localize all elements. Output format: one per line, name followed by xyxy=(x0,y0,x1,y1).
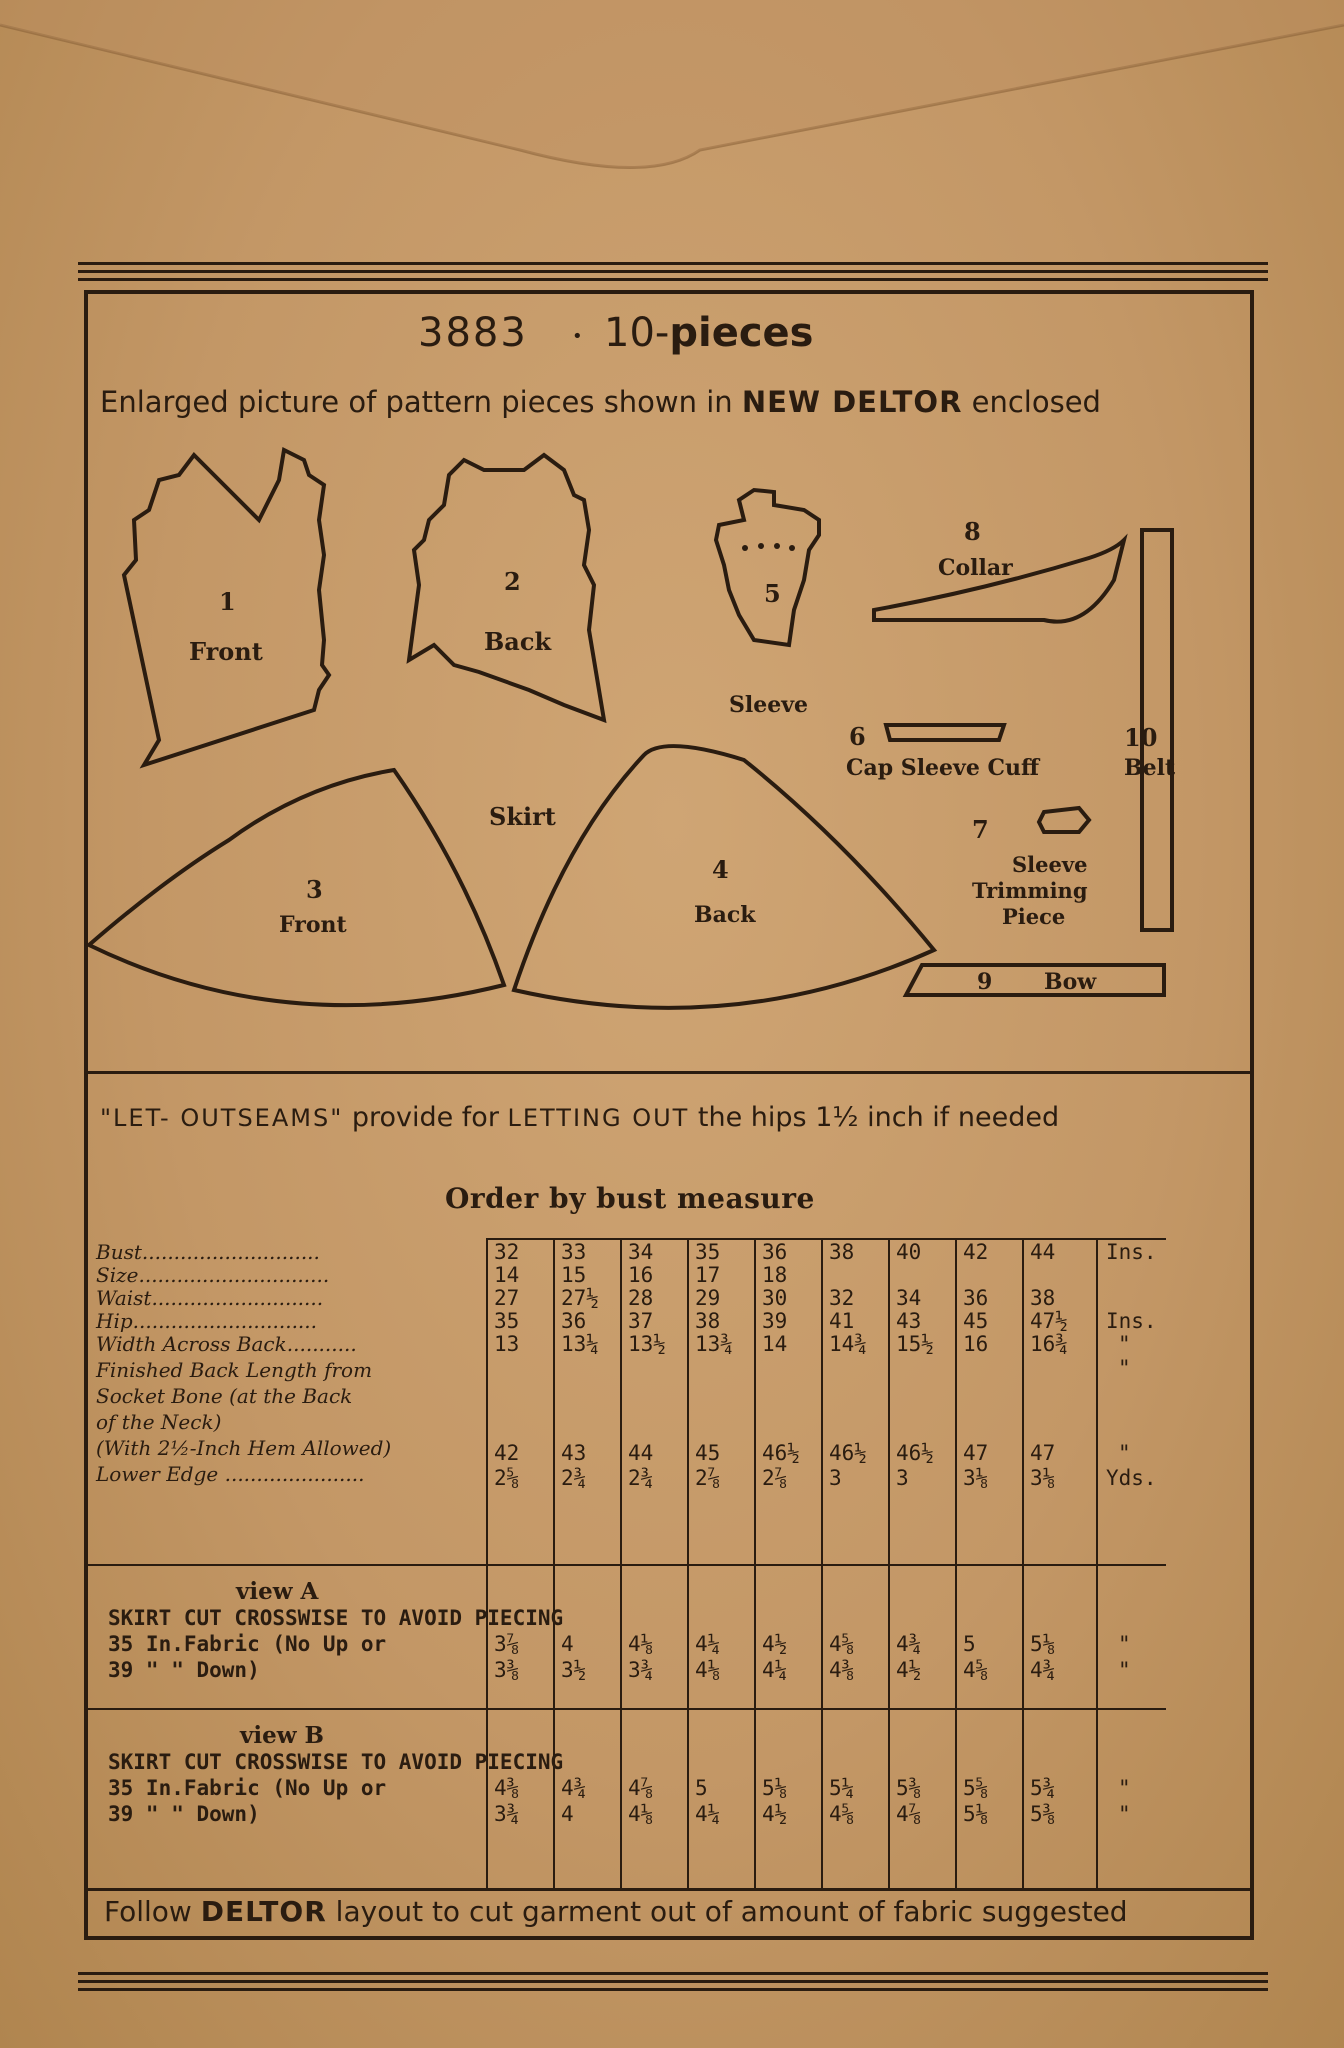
view-b-row35-cell: 4¾ xyxy=(561,1776,587,1800)
unit-waist: " xyxy=(1118,1332,1131,1356)
measure-rows-hip-cell: 37 xyxy=(628,1309,654,1333)
row-label-back-length-3: of the Neck) xyxy=(96,1410,222,1434)
row-label-waist: Waist........................... xyxy=(96,1286,324,1310)
piece-4-number: 4 xyxy=(712,855,729,884)
piece-3-name: Front xyxy=(279,912,347,938)
piece-7-name-3: Piece xyxy=(1002,904,1066,929)
top-rule-2 xyxy=(78,270,1268,273)
view-a-row35-label: 35 In.Fabric (No Up or xyxy=(108,1632,387,1656)
measure-rows-hip-cell: 43 xyxy=(896,1309,922,1333)
view-a-row35-cell: 4⅛ xyxy=(628,1632,654,1656)
measure-rows-width-back-cell: 13½ xyxy=(628,1332,666,1356)
measure-rows-back-length-cell: 45 xyxy=(695,1441,721,1465)
view-a-line1: SKIRT CUT CROSSWISE TO AVOID PIECING xyxy=(108,1606,564,1630)
measure-rows-size-cell: 14 xyxy=(494,1263,520,1287)
view-b-row35-cell: 4⅞ xyxy=(628,1776,654,1800)
view-b-row35-cell: 5⅝ xyxy=(963,1776,989,1800)
measure-rows-waist-cell: 30 xyxy=(762,1286,788,1310)
view-a-title: view A xyxy=(236,1578,319,1605)
view-b-line1: SKIRT CUT CROSSWISE TO AVOID PIECING xyxy=(108,1750,564,1774)
view-a-row35-cell: 3⅞ xyxy=(494,1632,520,1656)
measure-rows-size-cell: 17 xyxy=(695,1263,721,1287)
view-b-row39-cell: 5⅛ xyxy=(963,1802,989,1826)
view-a-row39-cell: 4¾ xyxy=(1030,1658,1056,1682)
measure-rows-lower-edge-cell: 3⅛ xyxy=(963,1466,989,1490)
measure-rows-back-length-cell: 46½ xyxy=(829,1441,867,1465)
view-b-row35-cell: 5⅜ xyxy=(896,1776,922,1800)
view-a-row35-cell: 4½ xyxy=(762,1632,788,1656)
measure-rows-width-back-cell: 15½ xyxy=(896,1332,934,1356)
piece-5-name: Sleeve xyxy=(729,692,809,718)
view-a-row39-cell: 4⅜ xyxy=(829,1658,855,1682)
view-a-row35-cell: 5⅛ xyxy=(1030,1632,1056,1656)
measure-rows-back-length-cell: 46½ xyxy=(896,1441,934,1465)
piece-7-number: 7 xyxy=(972,815,989,844)
view-a-row35-cell: 5 xyxy=(963,1632,976,1656)
view-a-row39-cell: 4½ xyxy=(896,1658,922,1682)
pattern-subtitle: Enlarged picture of pattern pieces shown in NEW DELTOR enclosed xyxy=(100,385,1101,419)
piece-6-number: 6 xyxy=(849,722,866,751)
bottom-rule-2 xyxy=(78,1980,1268,1983)
view-b-row39-cell: 4⅛ xyxy=(628,1802,654,1826)
measure-rows-lower-edge-cell: 3 xyxy=(829,1466,842,1490)
measure-rows-hip-cell: 39 xyxy=(762,1309,788,1333)
measure-rows-lower-edge-cell: 3⅛ xyxy=(1030,1466,1056,1490)
piece-8-name: Collar xyxy=(938,555,1013,581)
view-b-title: view B xyxy=(240,1722,324,1749)
piece-1-number: 1 xyxy=(219,587,236,616)
measure-rows-waist-cell: 29 xyxy=(695,1286,721,1310)
piece-6-name: Cap Sleeve Cuff xyxy=(846,755,1040,781)
view-a-row39-cell: 4¼ xyxy=(762,1658,788,1682)
top-rule-1 xyxy=(78,262,1268,265)
row-label-width-back: Width Across Back........... xyxy=(96,1332,357,1356)
row-label-size: Size.............................. xyxy=(96,1263,330,1287)
piece-7-name-2: Trimming xyxy=(972,878,1088,903)
view-a-row39-cell: 3⅜ xyxy=(494,1658,520,1682)
view-a-row39-cell: 4⅛ xyxy=(695,1658,721,1682)
view-b-row35-cell: 5¾ xyxy=(1030,1776,1056,1800)
view-a-unit-35: " xyxy=(1118,1632,1131,1656)
row-label-back-length-1: Finished Back Length from xyxy=(96,1358,373,1382)
measure-rows-bust-cell: 35 xyxy=(695,1240,721,1264)
measure-rows-bust-cell: 44 xyxy=(1030,1240,1056,1264)
measure-rows-size-cell: 16 xyxy=(628,1263,654,1287)
view-a-row35-cell: 4 xyxy=(561,1632,574,1656)
view-b-row35-label: 35 In.Fabric (No Up or xyxy=(108,1776,387,1800)
measure-rows-lower-edge-cell: 2⅞ xyxy=(762,1466,788,1490)
view-b-row35-cell: 5 xyxy=(695,1776,708,1800)
measure-rows-width-back-cell: 13¾ xyxy=(695,1332,733,1356)
piece-2-name: Back xyxy=(484,627,552,656)
measure-rows-waist-cell: 32 xyxy=(829,1286,855,1310)
piece-1-name: Front xyxy=(189,637,263,666)
measure-rows-lower-edge-cell: 2¾ xyxy=(561,1466,587,1490)
view-a-row39-cell: 3½ xyxy=(561,1658,587,1682)
measure-rows-width-back-cell: 13¼ xyxy=(561,1332,599,1356)
view-b-row39-cell: 5⅜ xyxy=(1030,1802,1056,1826)
measure-rows-bust-cell: 40 xyxy=(896,1240,922,1264)
measure-rows-lower-edge-cell: 2¾ xyxy=(628,1466,654,1490)
view-a-row35-cell: 4¾ xyxy=(896,1632,922,1656)
measure-rows-hip-cell: 47½ xyxy=(1030,1309,1068,1333)
view-a-row39-label: 39 " " Down) xyxy=(108,1658,260,1682)
pieces-count: 10-pieces xyxy=(604,310,814,356)
measure-rows-width-back-cell: 14¾ xyxy=(829,1332,867,1356)
measurement-table xyxy=(96,1238,1164,1888)
follow-deltor-note: Follow DELTOR layout to cut garment out of amount of fabric suggested xyxy=(104,1895,1128,1928)
measure-rows-size-cell: 18 xyxy=(762,1263,788,1287)
measure-rows-waist-cell: 27 xyxy=(494,1286,520,1310)
measure-rows-back-length-cell: 47 xyxy=(1030,1441,1056,1465)
measure-rows-bust-cell: 32 xyxy=(494,1240,520,1264)
bottom-rule-1 xyxy=(78,1972,1268,1975)
piece-3-number: 3 xyxy=(306,875,323,904)
piece-5-number: 5 xyxy=(764,579,781,608)
piece-2-number: 2 xyxy=(504,567,521,596)
row-label-bust: Bust............................ xyxy=(96,1240,320,1264)
view-b-row35-cell: 5⅛ xyxy=(762,1776,788,1800)
measure-rows-back-length-cell: 44 xyxy=(628,1441,654,1465)
view-b-row39-cell: 4⅝ xyxy=(829,1802,855,1826)
measure-rows-bust-cell: 33 xyxy=(561,1240,587,1264)
bottom-rule-3 xyxy=(78,1988,1268,1991)
measure-rows-bust-cell: 38 xyxy=(829,1240,855,1264)
piece-7-name-1: Sleeve xyxy=(1012,852,1088,877)
measure-rows-hip-cell: 41 xyxy=(829,1309,855,1333)
view-a-unit-39: " xyxy=(1118,1658,1131,1682)
piece-8-number: 8 xyxy=(964,517,981,546)
piece-4-name: Back xyxy=(694,902,756,928)
measure-rows-hip-cell: 45 xyxy=(963,1309,989,1333)
view-b-unit-39: " xyxy=(1118,1802,1131,1826)
unit-lower-edge: Yds. xyxy=(1106,1466,1157,1490)
view-a-row39-cell: 3¾ xyxy=(628,1658,654,1682)
measure-rows-hip-cell: 35 xyxy=(494,1309,520,1333)
measure-rows-hip-cell: 36 xyxy=(561,1309,587,1333)
view-b-row39-cell: 3¾ xyxy=(494,1802,520,1826)
measure-rows-waist-cell: 38 xyxy=(1030,1286,1056,1310)
measure-rows-lower-edge-cell: 3 xyxy=(896,1466,909,1490)
top-rule-3 xyxy=(78,278,1268,281)
view-b-row39-cell: 4¼ xyxy=(695,1802,721,1826)
unit-hip: " xyxy=(1118,1356,1131,1380)
view-b-row35-cell: 4⅜ xyxy=(494,1776,520,1800)
measure-rows-waist-cell: 28 xyxy=(628,1286,654,1310)
section-divider xyxy=(84,1071,1254,1074)
measure-rows-back-length-cell: 47 xyxy=(963,1441,989,1465)
piece-10-number: 10 xyxy=(1124,723,1158,752)
measure-rows-size-cell: 15 xyxy=(561,1263,587,1287)
measure-rows-width-back-cell: 16¾ xyxy=(1030,1332,1068,1356)
pattern-number: 3883 xyxy=(418,310,528,356)
measure-rows-back-length-cell: 42 xyxy=(494,1441,520,1465)
measure-rows-lower-edge-cell: 2⅞ xyxy=(695,1466,721,1490)
view-b-row39-cell: 4½ xyxy=(762,1802,788,1826)
measure-rows-bust-cell: 42 xyxy=(963,1240,989,1264)
measure-rows-width-back-cell: 13 xyxy=(494,1332,520,1356)
measure-rows-bust-cell: 36 xyxy=(762,1240,788,1264)
unit-length: " xyxy=(1118,1441,1131,1465)
measure-rows-width-back-cell: 16 xyxy=(963,1332,989,1356)
view-b-row39-cell: 4 xyxy=(561,1802,574,1826)
measure-rows-lower-edge-cell: 2⅝ xyxy=(494,1466,520,1490)
row-label-back-length-2: Socket Bone (at the Back xyxy=(96,1384,353,1408)
piece-9-number: 9 xyxy=(977,969,993,995)
skirt-label: Skirt xyxy=(489,802,556,831)
view-b-row39-label: 39 " " Down) xyxy=(108,1802,260,1826)
envelope-flap xyxy=(0,0,1344,200)
measure-rows-back-length-cell: 43 xyxy=(561,1441,587,1465)
view-a-row39-cell: 4⅝ xyxy=(963,1658,989,1682)
measure-rows-back-length-cell: 46½ xyxy=(762,1441,800,1465)
row-label-back-length-4: (With 2½-Inch Hem Allowed) xyxy=(96,1436,392,1460)
order-by-bust-title: Order by bust measure xyxy=(445,1182,815,1215)
unit-bust: Ins. xyxy=(1106,1240,1157,1264)
unit-size: Ins. xyxy=(1106,1309,1157,1333)
measure-rows-width-back-cell: 14 xyxy=(762,1332,788,1356)
separator-dot: • xyxy=(572,326,583,347)
pattern-pieces-illustration xyxy=(84,440,1254,1060)
view-b-unit-35: " xyxy=(1118,1776,1131,1800)
measure-rows-bust-cell: 34 xyxy=(628,1240,654,1264)
measure-rows-hip-cell: 38 xyxy=(695,1309,721,1333)
view-a-row35-cell: 4¼ xyxy=(695,1632,721,1656)
view-b-row35-cell: 5¼ xyxy=(829,1776,855,1800)
row-label-lower-edge: Lower Edge ...................... xyxy=(96,1462,365,1486)
measure-rows-waist-cell: 34 xyxy=(896,1286,922,1310)
view-a-row35-cell: 4⅝ xyxy=(829,1632,855,1656)
footer-divider xyxy=(84,1888,1254,1891)
view-b-row39-cell: 4⅞ xyxy=(896,1802,922,1826)
measure-rows-waist-cell: 36 xyxy=(963,1286,989,1310)
let-out-seams-note: "LET- OUTSEAMS" provide for LETTING OUT the hips 1½ inch if needed xyxy=(100,1102,1060,1133)
piece-9-name: Bow xyxy=(1044,969,1097,995)
piece-10-name: Belt xyxy=(1124,755,1176,781)
row-label-hip: Hip............................. xyxy=(96,1309,318,1333)
measure-rows-waist-cell: 27½ xyxy=(561,1286,599,1310)
